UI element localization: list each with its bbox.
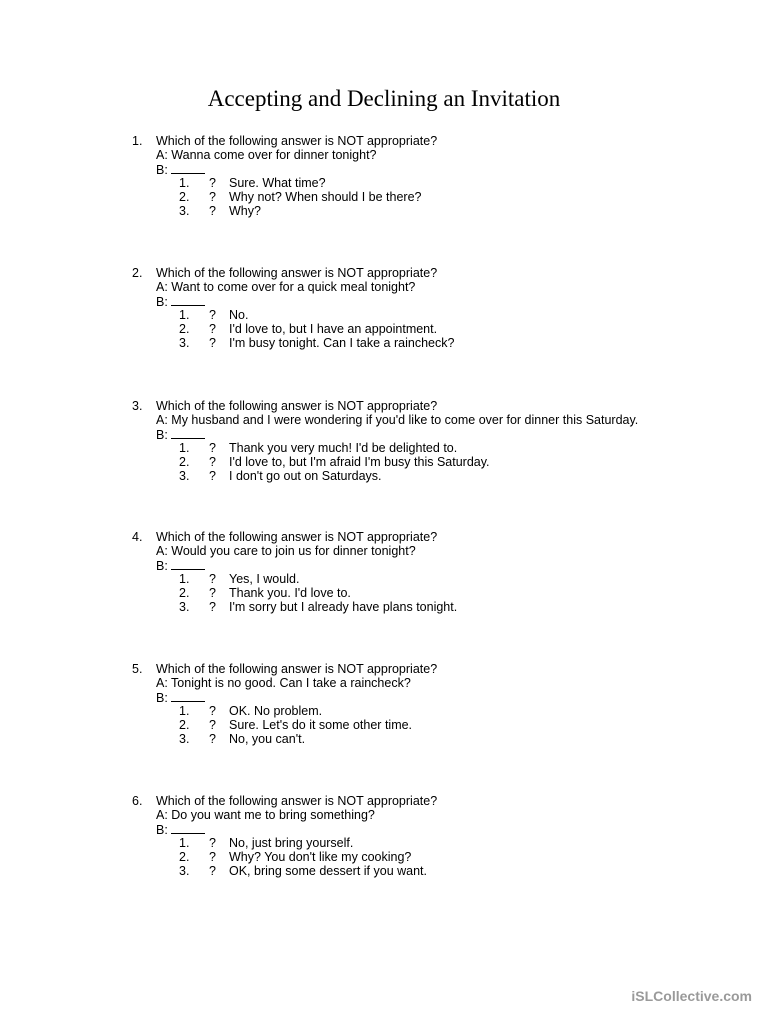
option-mark: ? [209,732,216,746]
b-label: B: [156,428,168,442]
option-text: Thank you. I'd love to. [229,586,351,600]
option-mark: ? [209,308,216,322]
line-a: A: Want to come over for a quick meal tonight? [156,280,416,294]
option-text: Why? You don't like my cooking? [229,850,412,864]
option-mark: ? [209,455,216,469]
line-a: A: Tonight is no good. Can I take a raincheck? [156,676,411,690]
answer-blank [171,690,205,702]
option-text: I'd love to, but I'm afraid I'm busy this Saturday. [229,455,490,469]
question-2 [132,266,752,350]
option-2 [132,718,752,732]
option-text: OK, bring some dessert if you want. [229,864,428,878]
option-1 [132,176,752,190]
option-number: 2. [179,586,190,600]
question-prompt: Which of the following answer is NOT appropriate? [156,794,438,808]
option-1 [132,572,752,586]
option-number: 2. [179,455,190,469]
option-mark: ? [209,176,216,190]
option-text: No, just bring yourself. [229,836,354,850]
option-number: 3. [179,600,190,614]
option-number: 2. [179,718,190,732]
answer-blank [171,162,205,174]
option-2 [132,190,752,204]
line-b [132,822,752,836]
option-mark: ? [209,836,216,850]
option-mark: ? [209,322,216,336]
option-3 [132,204,752,218]
question-prompt: Which of the following answer is NOT appropriate? [156,134,438,148]
option-mark: ? [209,718,216,732]
question-prompt: Which of the following answer is NOT appropriate? [156,662,438,676]
option-mark: ? [209,469,216,483]
option-number: 2. [179,850,190,864]
option-1 [132,308,752,322]
option-3 [132,600,752,614]
option-text: Why not? When should I be there? [229,190,422,204]
option-mark: ? [209,204,216,218]
option-mark: ? [209,572,216,586]
option-3 [132,469,752,483]
line-b [132,427,752,441]
question-number: 4. [132,530,143,544]
option-number: 3. [179,732,190,746]
option-number: 1. [179,308,190,322]
option-text: No, you can't. [229,732,306,746]
question-prompt: Which of the following answer is NOT appropriate? [156,266,438,280]
b-label: B: [156,559,168,573]
question-3 [132,399,752,483]
option-text: I'm busy tonight. Can I take a raincheck? [229,336,455,350]
b-label: B: [156,295,168,309]
answer-blank [171,427,205,439]
option-1 [132,441,752,455]
option-mark: ? [209,586,216,600]
option-number: 3. [179,864,190,878]
line-b [132,558,752,572]
option-mark: ? [209,441,216,455]
option-mark: ? [209,704,216,718]
option-number: 3. [179,204,190,218]
option-2 [132,850,752,864]
line-a: A: Do you want me to bring something? [156,808,375,822]
option-mark: ? [209,850,216,864]
b-label: B: [156,163,168,177]
option-3 [132,864,752,878]
option-2 [132,586,752,600]
option-3 [132,732,752,746]
question-number: 1. [132,134,143,148]
option-text: Yes, I would. [229,572,300,586]
line-b [132,162,752,176]
option-number: 1. [179,176,190,190]
question-prompt: Which of the following answer is NOT appropriate? [156,530,438,544]
page-title: Accepting and Declining an Invitation [207,86,561,111]
option-text: Thank you very much! I'd be delighted to. [229,441,458,455]
question-number: 6. [132,794,143,808]
option-number: 2. [179,190,190,204]
b-label: B: [156,823,168,837]
answer-blank [171,294,205,306]
option-3 [132,336,752,350]
option-1 [132,836,752,850]
option-mark: ? [209,864,216,878]
line-b [132,690,752,704]
option-text: No. [229,308,249,322]
option-2 [132,455,752,469]
line-a: A: My husband and I were wondering if you'd like to come over for dinner this Saturday. [156,413,639,427]
question-4 [132,530,752,614]
option-2 [132,322,752,336]
b-label: B: [156,691,168,705]
option-mark: ? [209,600,216,614]
option-text: Sure. What time? [229,176,326,190]
question-number: 5. [132,662,143,676]
question-number: 2. [132,266,143,280]
option-number: 1. [179,836,190,850]
answer-blank [171,558,205,570]
watermark: iSLCollective.com [631,988,752,1004]
option-text: I don't go out on Saturdays. [229,469,382,483]
line-b [132,294,752,308]
line-a: A: Wanna come over for dinner tonight? [156,148,377,162]
option-number: 2. [179,322,190,336]
answer-blank [171,822,205,834]
line-a: A: Would you care to join us for dinner tonight? [156,544,416,558]
option-text: Sure. Let's do it some other time. [229,718,413,732]
option-text: I'm sorry but I already have plans tonight. [229,600,458,614]
option-number: 1. [179,441,190,455]
option-text: Why? [229,204,261,218]
question-6 [132,794,752,878]
question-prompt: Which of the following answer is NOT appropriate? [156,399,438,413]
option-mark: ? [209,336,216,350]
question-1 [132,134,752,218]
option-number: 3. [179,336,190,350]
option-number: 1. [179,572,190,586]
option-text: OK. No problem. [229,704,323,718]
option-1 [132,704,752,718]
question-number: 3. [132,399,143,413]
question-5 [132,662,752,746]
option-number: 3. [179,469,190,483]
option-number: 1. [179,704,190,718]
option-text: I'd love to, but I have an appointment. [229,322,438,336]
option-mark: ? [209,190,216,204]
